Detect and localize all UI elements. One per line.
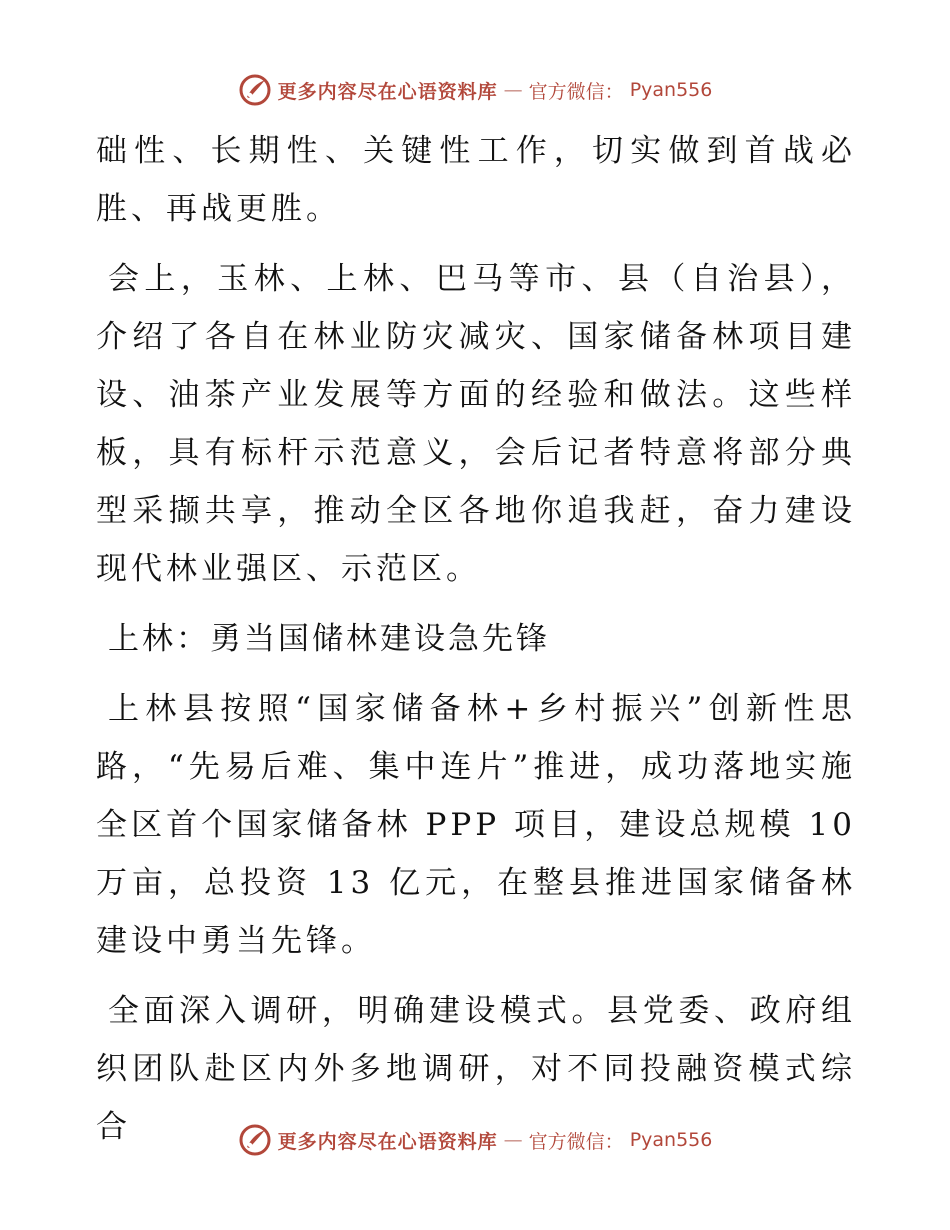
paragraph-2: 会上，玉林、上林、巴马等市、县（自治县），介绍了各自在林业防灾减灾、国家储备林项目建设、油茶产业发展等方面的经验和做法。这些样板，具有标杆示范意义，会后记者特意将部分典型采撷共享，推动全区各地你追我赶，奋力建设现代林业强区、示范区。 (96, 261, 856, 587)
paragraph-1: 础性、长期性、关键性工作，切实做到首战必胜、再战更胜。 (96, 133, 856, 227)
header-watermark (0, 70, 950, 110)
watermark-label: 官方微信： (528, 1130, 624, 1153)
document-body (96, 122, 856, 1156)
watermark-label: 官方微信： (528, 80, 624, 103)
section-heading: 上林：勇当国储林建设急先锋 (108, 621, 550, 657)
paragraph-4: 全面深入调研，明确建设模式。县党委、政府组织团队赴区内外多地调研，对不同投融资模式综合 (96, 993, 856, 1145)
footer-watermark (0, 1120, 950, 1160)
watermark-main-text: 更多内容尽在心语资料库 (277, 1130, 498, 1153)
paragraph-3: 上林县按照“国家储备林+乡村振兴”创新性思路，“先易后难、集中连片”推进，成功落地实施全区首个国家储备林 PPP 项目，建设总规模 10 万亩，总投资 13 亿元，在整县推进国家储备林建设中勇当先锋。 (96, 691, 856, 959)
watermark-main-text: 更多内容尽在心语资料库 (277, 80, 498, 103)
feather-seal-icon (238, 1123, 272, 1157)
watermark-id: Pyan556 (629, 1129, 713, 1151)
watermark-id: Pyan556 (629, 79, 713, 101)
watermark-dash: — (503, 79, 523, 101)
feather-seal-icon (238, 73, 272, 107)
watermark-dash: — (503, 1129, 523, 1151)
